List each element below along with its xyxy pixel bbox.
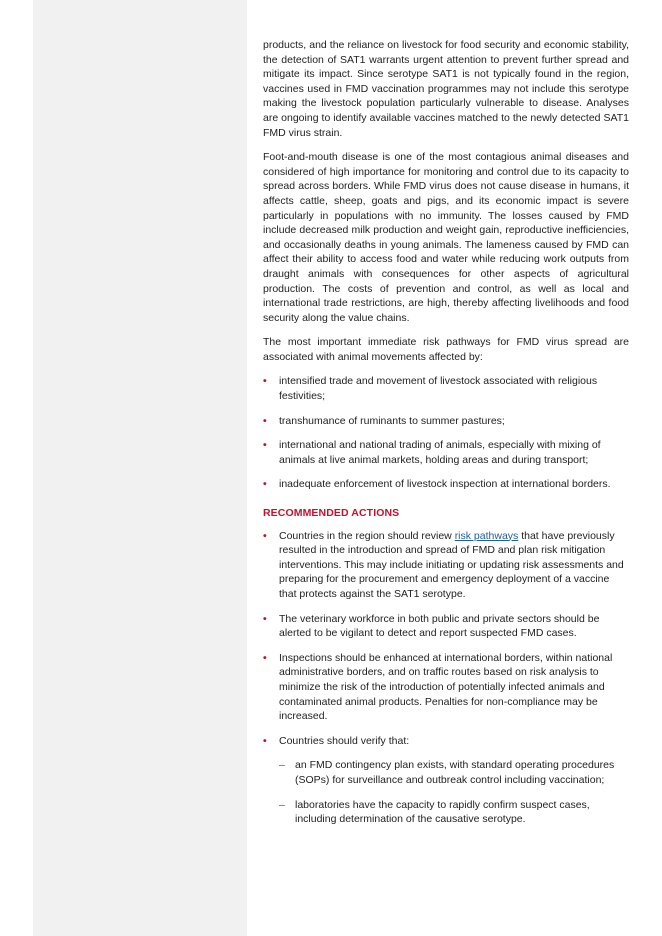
list-item — [263, 438, 629, 467]
action-text-after-link: that have previously resulted in the introduction and spread of FMD and plan risk mitigation interventions. This may include initiating or updating risk assessments and preparing for the procurement and emergency deployment of a vaccine that protects against the SAT1 serotype. — [279, 529, 624, 600]
risk-pathway-list — [263, 374, 629, 492]
list-item-text: transhumance of ruminants to summer pastures; — [279, 414, 505, 427]
bullet-icon: • — [263, 734, 267, 747]
list-item — [263, 734, 629, 827]
sub-list-item-text: an FMD contingency plan exists, with standard operating procedures (SOPs) for surveillance and outbreak control including vaccination; — [295, 759, 615, 786]
verification-sublist — [279, 758, 629, 826]
action-text-before-link: Countries in the region should review — [279, 529, 455, 542]
list-item — [263, 374, 629, 403]
bullet-icon: • — [263, 414, 267, 427]
risk-pathways-paragraph: The most important immediate risk pathways for FMD virus spread are associated with animal movements affected by: — [263, 336, 629, 363]
bullet-icon: • — [263, 478, 267, 491]
recommended-actions-list — [263, 529, 629, 827]
list-item — [263, 477, 629, 492]
list-item — [263, 612, 629, 641]
sub-list-item-text: laboratories have the capacity to rapidly confirm suspect cases, including determination of the causative serotype. — [295, 798, 590, 826]
bullet-icon: • — [263, 375, 267, 388]
bullet-icon: • — [263, 612, 267, 625]
main-content — [263, 38, 629, 837]
bullet-icon: • — [263, 439, 267, 452]
list-item-text: international and national trading of animals, especially with mixing of animals at live animal markets, holding areas and during transport; — [279, 439, 601, 466]
dash-icon: – — [279, 759, 285, 772]
list-item-text: Countries should verify that: — [279, 734, 410, 747]
list-item-text: intensified trade and movement of livestock associated with religious festivities; — [279, 375, 598, 403]
list-item-text: The veterinary workforce in both public and private sectors should be alerted to be vigilant to detect and report suspected FMD cases. — [279, 612, 600, 640]
list-item — [263, 651, 629, 724]
bullet-icon: • — [263, 651, 267, 664]
risk-pathways-link[interactable]: risk pathways — [454, 529, 519, 542]
bullet-icon: • — [263, 529, 267, 542]
left-sidebar-panel — [33, 0, 247, 936]
list-item-text: Inspections should be enhanced at international borders, within national administrative borders, and on traffic routes based on risk analysis to minimize the risk of the introduction of potentially infected animals and contaminated animal products. Penalties for non-compliance may be increased. — [279, 651, 613, 723]
dash-icon: – — [279, 798, 285, 811]
intro-paragraph: products, and the reliance on livestock for food security and economic stability, the detection of SAT1 warrants urgent attention to prevent further spread and mitigate its impact. Since serotype SAT1 is not typically found in the region, vaccines used in FMD vaccination programmes may not include this serotype making the livestock population particularly vulnerable to disease. Analyses are ongoing to identify available vaccines matched to the newly detected SAT1 FMD virus strain. — [263, 39, 629, 139]
list-item — [263, 529, 629, 602]
fmd-description-paragraph: Foot-and-mouth disease is one of the most contagious animal diseases and considered of high importance for monitoring and control due to its capacity to spread across borders. While FMD virus does not cause disease in humans, it affects cattle, sheep, goats and pigs, and its economic impact is severe particularly in populations with no immunity. The losses caused by FMD include decreased milk production and weight gain, reproductive inefficiencies, and occasionally deaths in young animals. The lameness caused by FMD can affect their ability to access food and water while reducing work outputs from draught animals with consequences for other aspects of agricultural production. The costs of prevention and control, as well as local and international trade restrictions, are high, thereby affecting livelihoods and food security along the value chains. — [263, 151, 629, 324]
recommended-actions-heading: RECOMMENDED ACTIONS — [263, 507, 400, 520]
sub-list-item — [279, 758, 629, 787]
list-item — [263, 414, 629, 429]
sub-list-item — [279, 798, 629, 827]
list-item-text: inadequate enforcement of livestock inspection at international borders. — [279, 478, 611, 491]
